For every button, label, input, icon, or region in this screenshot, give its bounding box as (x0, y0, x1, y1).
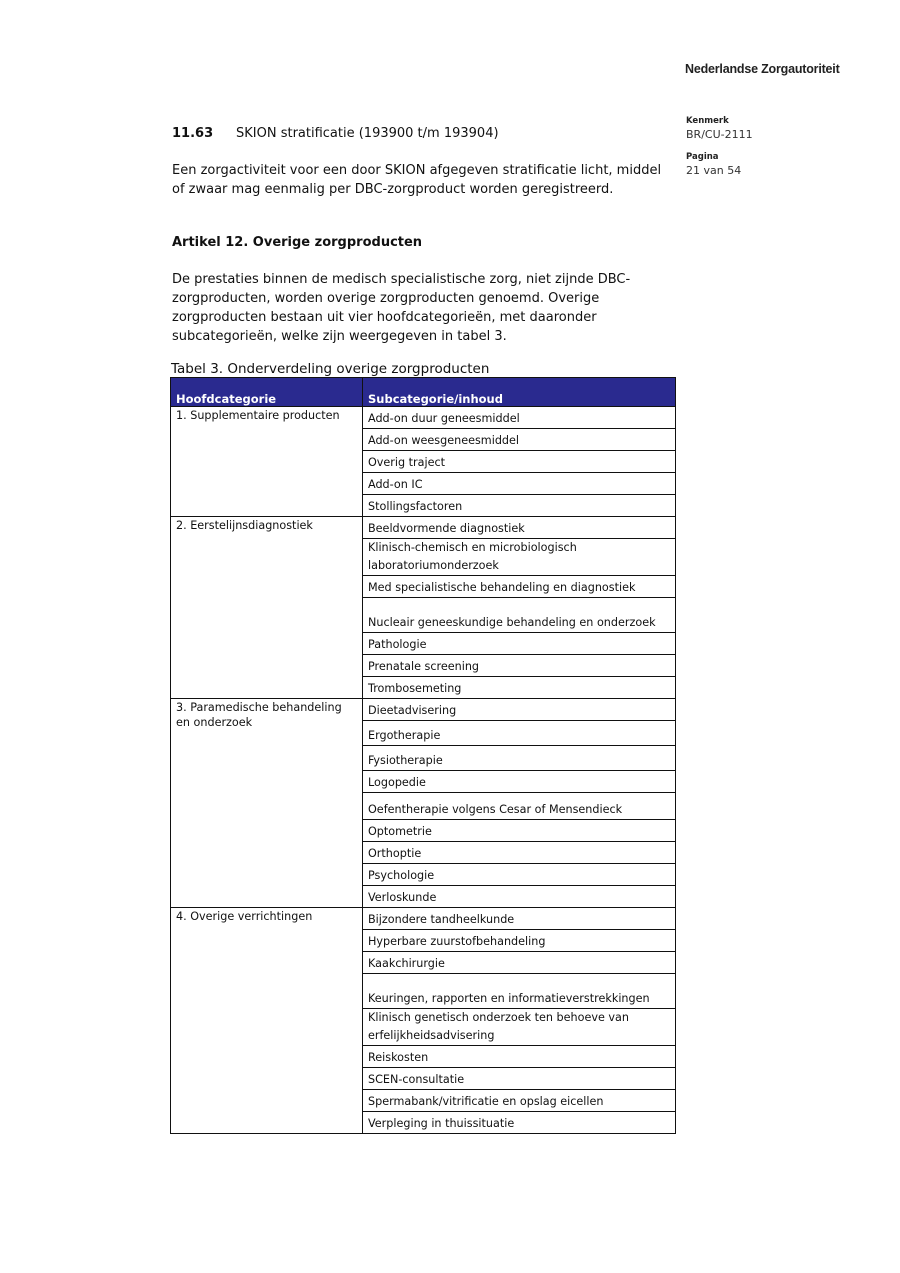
subcategory-cell: Trombosemeting (363, 677, 676, 699)
subcategory-cell: Logopedie (363, 771, 676, 793)
subcategory-cell: Overig traject (363, 451, 676, 473)
table-row (171, 407, 676, 429)
subcategory-cell: Oefentherapie volgens Cesar of Mensendieck (363, 793, 676, 820)
subcategory-cell: Med specialistische behandeling en diagnostiek (363, 576, 676, 598)
category-cell: 2. Eerstelijnsdiagnostiek (171, 517, 363, 699)
subcategory-cell: Verloskunde (363, 886, 676, 908)
subcategory-cell: Add-on weesgeneesmiddel (363, 429, 676, 451)
subcategory-cell: Add-on duur geneesmiddel (363, 407, 676, 429)
subcategory-cell: Verpleging in thuissituatie (363, 1112, 676, 1134)
section-body: Een zorgactiviteit voor een door SKION afgegeven stratificatie licht, middel of zwaar mag eenmalig per DBC-zorgproduct worden geregistreerd. (172, 163, 662, 197)
subcategory-cell: Psychologie (363, 864, 676, 886)
section-title: SKION stratificatie (193900 t/m 193904) (236, 126, 499, 141)
column-header: Subcategorie/inhoud (363, 378, 676, 407)
subcategory-cell: Pathologie (363, 633, 676, 655)
subcategory-cell: Prenatale screening (363, 655, 676, 677)
article-heading: Artikel 12. Overige zorgproducten (172, 235, 423, 250)
subcategory-cell: Orthoptie (363, 842, 676, 864)
article-body: De prestaties binnen de medisch specialistische zorg, niet zijnde DBC-zorgproducten, worden overige zorgproducten genoemd. Overige zorgproducten bestaan uit vier hoofdcategorieën, met daaronder subcategorieën, welke zijn weergegeven in tabel 3. (172, 272, 631, 344)
subcategory-cell: Kaakchirurgie (363, 952, 676, 974)
subcategory-cell: Stollingsfactoren (363, 495, 676, 517)
subcategory-cell: SCEN-consultatie (363, 1068, 676, 1090)
subcategory-cell: Add-on IC (363, 473, 676, 495)
subcategory-cell: Nucleair geneeskundige behandeling en onderzoek (363, 598, 676, 633)
table-caption: Tabel 3. Onderverdeling overige zorgproducten (171, 361, 490, 377)
subcategory-cell: Reiskosten (363, 1046, 676, 1068)
subcategory-cell: Bijzondere tandheelkunde (363, 908, 676, 930)
pagina-value: 21 van 54 (686, 164, 742, 177)
subcategory-cell: Ergotherapie (363, 721, 676, 746)
organization-name: Nederlandse Zorgautoriteit (685, 62, 840, 76)
table-header-row (171, 378, 676, 407)
subcategory-cell: Beeldvormende diagnostiek (363, 517, 676, 539)
pagina-label: Pagina (686, 152, 719, 162)
table-row (171, 517, 676, 539)
subcategory-cell: Spermabank/vitrificatie en opslag eicellen (363, 1090, 676, 1112)
kenmerk-value: BR/CU-2111 (686, 128, 753, 141)
column-header: Hoofdcategorie (171, 378, 363, 407)
category-cell: 1. Supplementaire producten (171, 407, 363, 517)
kenmerk-label: Kenmerk (686, 116, 729, 126)
zorgproducten-table (170, 377, 676, 1134)
table-row (171, 908, 676, 930)
table-row (171, 699, 676, 721)
category-cell: 3. Paramedische behandeling en onderzoek (171, 699, 363, 908)
subcategory-cell: Fysiotherapie (363, 746, 676, 771)
subcategory-cell: Optometrie (363, 820, 676, 842)
category-cell: 4. Overige verrichtingen (171, 908, 363, 1134)
section-number: 11.63 (172, 126, 214, 141)
subcategory-cell: Dieetadvisering (363, 699, 676, 721)
subcategory-cell: Keuringen, rapporten en informatieverstrekkingen (363, 974, 676, 1009)
subcategory-cell: Klinisch genetisch onderzoek ten behoeve van erfelijkheidsadvisering (363, 1009, 676, 1046)
subcategory-cell: Hyperbare zuurstofbehandeling (363, 930, 676, 952)
subcategory-cell: Klinisch-chemisch en microbiologisch laboratoriumonderzoek (363, 539, 676, 576)
